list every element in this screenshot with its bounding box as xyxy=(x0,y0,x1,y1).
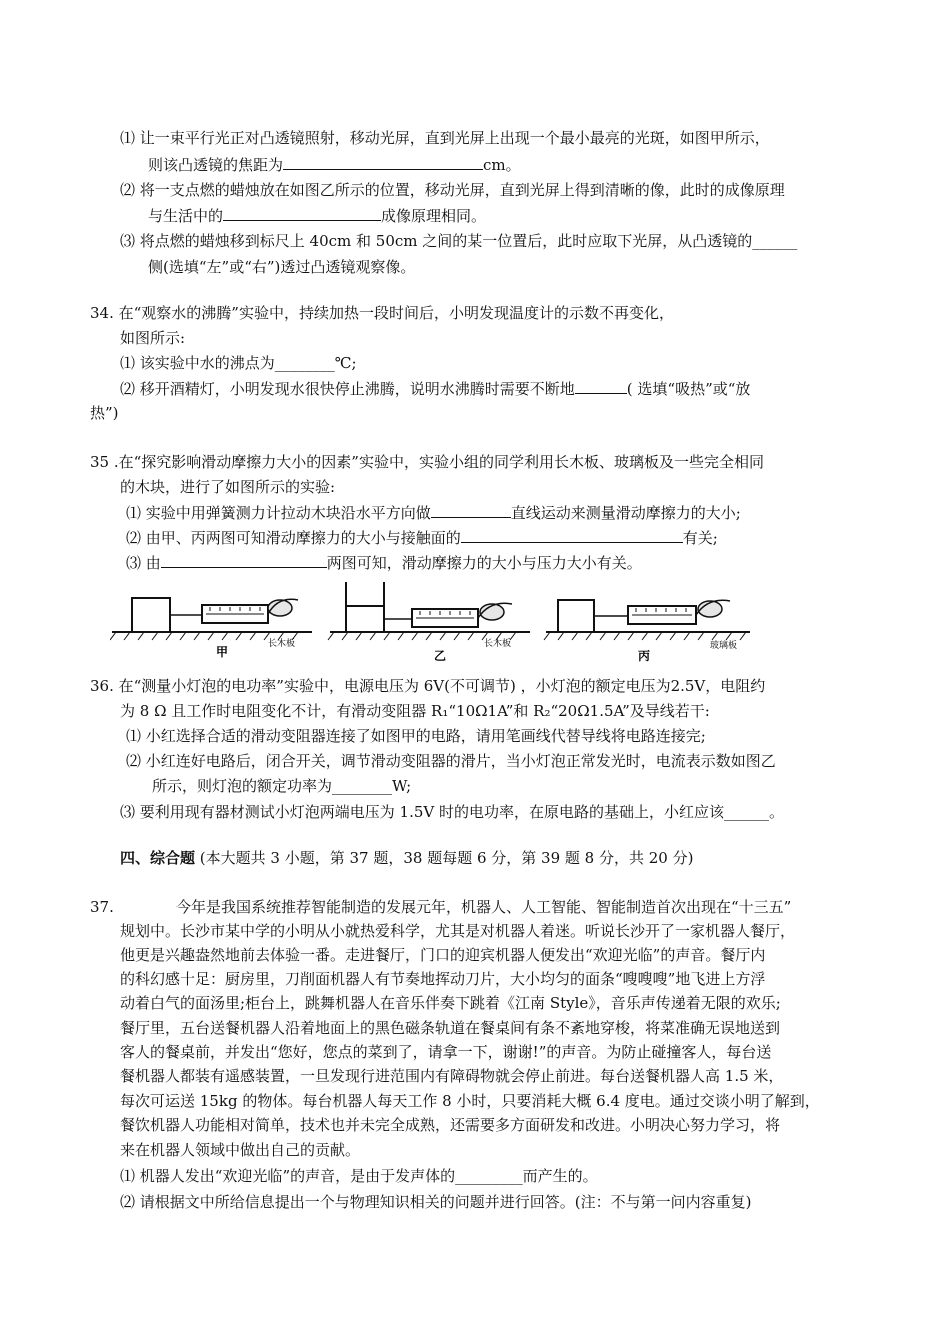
figure-bing xyxy=(544,600,750,640)
q33-part1-prompt: 则该凸透镜的焦距为 xyxy=(148,156,284,174)
q33-part1-line1: ⑴ 让一束平行光正对凸透镜照射，移动光屏，直到光屏上出现一个最小最亮的光斑，如图甲所示， xyxy=(120,129,770,147)
figure-label-yi: 乙 xyxy=(434,649,447,663)
q37-passage-line3: 他更是兴趣盎然地前去体验一番。走进餐厅，门口的迎宾机器人便发出“欢迎光临”的声音。餐厅内 xyxy=(120,946,766,964)
q35-part2-prompt: ⑵ 由甲、丙两图可知滑动摩擦力的大小与接触面的 xyxy=(126,529,461,547)
q35-stem-line2: 的木块，进行了如图所示的实验: xyxy=(120,478,336,496)
q34-heat-blank[interactable] xyxy=(575,378,627,394)
q37-passage-line2: 规划中。长沙市某中学的小明从小就热爱科学，尤其是对机器人着迷。听说长沙开了一家机器人餐厅， xyxy=(120,922,796,940)
q36-part2-line1: ⑵ 小红连好电路后，闭合开关，调节滑动变阻器的滑片，当小灯泡正常发光时，电流表示数如图乙 xyxy=(126,752,776,770)
q37-part2: ⑵ 请根据文中所给信息提出一个与物理知识相关的问题并进行回答。(注：不与第一问内容重复) xyxy=(120,1193,752,1211)
q37-passage-line4: 的科幻感十足：厨房里，刀削面机器人有节奏地挥动刀片，大小均匀的面条“嗖嗖嗖”地飞进上方浮 xyxy=(120,970,766,988)
q37-passage-line8: 餐机器人都装有遥感装置，一旦发现行进范围内有障碍物就会停止前进。每台送餐机器人高 1.5 米， xyxy=(120,1067,784,1085)
board-label-jia: 长木板 xyxy=(268,639,296,649)
q34-part1: ⑴ 该实验中水的沸点为________℃; xyxy=(120,354,357,372)
friction-experiment-figure xyxy=(110,582,810,668)
q35-motion-blank[interactable] xyxy=(431,502,511,518)
q33-part2-tail: 成像原理相同。 xyxy=(381,207,487,225)
q36-stem-line1: 36. 在“测量小灯泡的电功率”实验中，电源电压为 6V(不可调节) ，小灯泡的额定电压为2.5V，电阻约 xyxy=(90,677,766,695)
q35-part2-tail: 有关; xyxy=(682,529,718,547)
q34-part2-prompt: ⑵ 移开酒精灯，小明发现水很快停止沸腾，说明水沸腾时需要不断地 xyxy=(120,380,575,398)
q37-passage-line1: 今年是我国系统推荐智能制造的发展元年，机器人、人工智能、智能制造首次出现在“十三五” xyxy=(176,898,792,916)
section4-description: (本大题共 3 小题，第 37 题，38 题每题 6 分，第 39 题 8 分，共 20 分) xyxy=(199,849,694,867)
figure-label-jia: 甲 xyxy=(216,645,229,659)
q36-part2-line2: 所示，则灯泡的额定功率为________W; xyxy=(152,777,412,795)
figure-label-bing: 丙 xyxy=(638,649,651,663)
q35-part2 xyxy=(126,527,718,548)
q34-stem-line2: 如图所示: xyxy=(120,329,186,347)
q33-part2-line2 xyxy=(148,205,486,226)
q35-stem-line1: 35 .在“探究影响滑动摩擦力大小的因素”实验中，实验小组的同学利用长木板、玻璃板及一些完全相同 xyxy=(90,453,764,471)
figure-jia xyxy=(110,598,312,640)
q34-stem-line1: 34. 在“观察水的沸腾”实验中，持续加热一段时间后，小明发现温度计的示数不再变化， xyxy=(90,304,674,322)
q36-part3: ⑶ 要利用现有器材测试小灯泡两端电压为 1.5V 时的电功率，在原电路的基础上，小红应该______。 xyxy=(120,803,784,821)
q35-part3-tail: 两图可知，滑动摩擦力的大小与压力大小有关。 xyxy=(326,554,642,572)
q34-part2-options: ( 选填“吸热”或“放 xyxy=(626,380,751,398)
q33-part2-line1: ⑵ 将一支点燃的蜡烛放在如图乙所示的位置，移动光屏，直到光屏上得到清晰的像，此时的成像原理 xyxy=(120,181,785,199)
q37-passage-line11: 来在机器人领域中做出自己的贡献。 xyxy=(120,1141,361,1159)
q33-part2-prompt: 与生活中的 xyxy=(148,207,224,225)
q35-part1-prompt: ⑴ 实验中用弹簧测力计拉动木块沿水平方向做 xyxy=(126,504,431,522)
board-label-bing: 玻璃板 xyxy=(710,641,738,651)
q33-imaging-blank[interactable] xyxy=(223,205,381,221)
q35-part3 xyxy=(126,552,642,573)
q37-passage-line10: 餐饮机器人功能相对简单，技术也并未完全成熟，还需要多方面研发和改进。小明决心努力学习，将 xyxy=(120,1116,781,1134)
q36-part1: ⑴ 小红选择合适的滑动变阻器连接了如图甲的电路，请用笔画线代替导线将电路连接完; xyxy=(126,727,706,745)
section4-title: 四、综合题 xyxy=(120,849,196,867)
q33-part1-line2 xyxy=(148,154,521,175)
q35-part3-prompt: ⑶ 由 xyxy=(126,554,161,572)
q33-focal-length-blank[interactable] xyxy=(283,154,483,170)
q37-passage-line6: 餐厅里，五台送餐机器人沿着地面上的黑色磁条轨道在餐桌间有条不紊地穿梭，将菜准确无误地送到 xyxy=(120,1019,781,1037)
q35-surface-blank[interactable] xyxy=(461,527,683,543)
q35-figures-blank[interactable] xyxy=(161,552,327,568)
q36-stem-line2: 为 8 Ω 且工作时电阻变化不计，有滑动变阻器 R₁“10Ω1A”和 R₂“20Ω1.5A”及导线若干: xyxy=(120,702,710,720)
figure-yi xyxy=(328,582,530,640)
section4-heading xyxy=(120,848,693,868)
q33-part3-line1: ⑶ 将点燃的蜡烛移到标尺上 40cm 和 50cm 之间的某一位置后，此时应取下光屏，从凸透镜的______ xyxy=(120,232,798,250)
q37-passage-line7: 客人的餐桌前，并发出“您好，您点的菜到了，请拿一下，谢谢!”的声音。为防止碰撞客人，每台送 xyxy=(120,1043,772,1061)
q37-part1: ⑴ 机器人发出“欢迎光临”的声音，是由于发声体的_________而产生的。 xyxy=(120,1167,598,1185)
q35-part1 xyxy=(126,502,741,523)
q37-passage-line5: 动着白气的面汤里;柜台上，跳舞机器人在音乐伴奏下跳着《江南 Style》，音乐声传递着无限的欢乐; xyxy=(120,994,781,1012)
q37-number: 37. xyxy=(90,898,114,916)
q33-part3-line2: 侧(选填“左”或“右”)透过凸透镜观察像。 xyxy=(148,258,416,276)
q34-part2-line2: 热”) xyxy=(90,404,119,422)
q34-part2-line1 xyxy=(120,378,750,399)
q33-part1-unit: cm。 xyxy=(483,156,521,174)
q37-passage-line9: 每次可运送 15kg 的物体。每台机器人每天工作 8 小时，只要消耗大概 6.4 度电。通过交谈小明了解到， xyxy=(120,1092,820,1110)
q35-part1-tail: 直线运动来测量滑动摩擦力的大小; xyxy=(510,504,741,522)
board-label-yi: 长木板 xyxy=(484,639,512,649)
